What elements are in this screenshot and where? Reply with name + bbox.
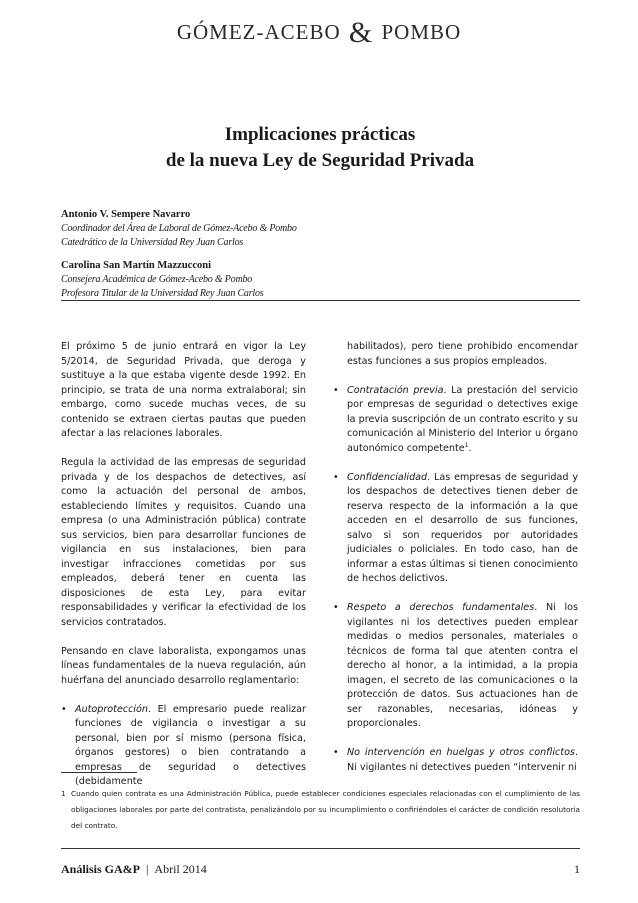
- logo-ampersand: &: [348, 16, 374, 49]
- bullet-marker: •: [61, 703, 67, 715]
- firm-logo: [0, 16, 638, 50]
- bullet-marker: •: [333, 471, 339, 483]
- author-block-1: [61, 208, 297, 250]
- logo-left-text: GÓMEZ-ACEBO: [176, 20, 341, 44]
- footnote-divider: [61, 772, 137, 773]
- list-item: [333, 601, 578, 732]
- paragraph: El próximo 5 de junio entrará en vigor la Ley 5/2014, de Seguridad Privada, que deroga y sustituye a la que estaba vigente desde 1992. En principio, se trata de una norma extralaboral; sin embargo, como sucede muchas veces, de su contenido se extraen ciertas pautas que pueden afectar a las relaciones laborales.: [61, 341, 306, 439]
- list-item-term: No intervención en huelgas y otros conflictos: [347, 747, 575, 758]
- left-column: [61, 340, 306, 804]
- right-column: [333, 340, 578, 790]
- list-item-text: . Ni los vigilantes ni los detectives pueden emplear medidas o medios personales, materiales o técnicos de forma tal que atenten contra el derecho al honor, a la intimidad, a la propia imagen, el secreto de las comunicaciones o la protección de datos. Sus actuaciones han de ser razonables, necesarias, idóneas y proporcionales.: [347, 602, 578, 729]
- paragraph: Pensando en clave laboralista, expongamos unas líneas fundamentales de la nueva regulación, aún huérfana del anunciado desarrollo reglamentario:: [61, 645, 306, 686]
- header-divider: [61, 300, 580, 301]
- list-item: [333, 746, 578, 775]
- list-item-text: . La prestación del servicio por empresas de seguridad o detectives exige la previa suscripción de un contrato escrito y su comunicación al Ministerio del Interior u órgano autonómico competente: [347, 384, 578, 454]
- list-item: [61, 703, 306, 790]
- page-footer: [61, 862, 580, 877]
- title-line-2: de la nueva Ley de Seguridad Privada: [165, 150, 475, 171]
- footer-divider: [61, 848, 580, 849]
- author-name: Antonio V. Sempere Navarro: [61, 209, 191, 220]
- author-affiliation: Catedrático de la Universidad Rey Juan Carlos: [61, 237, 244, 248]
- author-block-2: [61, 259, 263, 301]
- footnote-number: 1: [61, 789, 66, 798]
- bullet-marker: •: [333, 384, 339, 396]
- title-line-1: Implicaciones prácticas: [224, 124, 416, 145]
- bullet-list: [61, 703, 306, 790]
- publication-name: Análisis GA&P: [61, 862, 141, 876]
- footnote-reference[interactable]: 1: [464, 441, 469, 449]
- author-role: Consejera Académica de Gómez-Acebo & Pombo: [61, 274, 253, 285]
- page-number: 1: [574, 862, 580, 876]
- bullet-marker: •: [333, 602, 339, 613]
- list-item-term: Confidencialidad: [347, 471, 428, 483]
- list-item: [333, 471, 578, 587]
- list-item-text: . Las empresas de seguridad y los despachos de detectives tienen deber de reserva respecto de la información a la que acceden en el desarrollo de sus funciones, salvo si son requeridos por autoridades judiciales o policiales. En todo caso, han de informar a estas últimas si tienen conocimiento de hechos delictivos.: [347, 471, 578, 584]
- publication-date: Abril 2014: [154, 862, 207, 876]
- author-role: Coordinador del Área de Laboral de Gómez-Acebo & Pombo: [61, 223, 297, 234]
- author-name: Carolina San Martín Mazzucconi: [61, 260, 212, 271]
- list-item-text: . Ni vigilantes ni detectives pueden “intervenir ni: [347, 747, 578, 773]
- author-affiliation: Profesora Titular de la Universidad Rey Juan Carlos: [61, 288, 264, 299]
- list-item-continuation: [333, 340, 578, 369]
- footnote-text: Cuando quien contrata es una Administración Pública, puede establecer condiciones especiales relacionadas con el cumplimiento de las obligaciones laborales por parte del contratista, penalizándolo por su incumplimiento o confiriéndoles el carácter de condición resolutoria del contrato.: [71, 789, 580, 830]
- list-item-text: . El empresario puede realizar funciones de vigilancia o investigar a su personal, bien por sí mismo (persona física, órganos gestores) o bien contratando a empresas de seguridad o detectives (debidamente: [75, 703, 306, 787]
- logo-right-text: POMBO: [381, 20, 462, 44]
- list-item-text-end: .: [468, 442, 472, 454]
- paragraph: Regula la actividad de las empresas de seguridad privada y de los despachos de detectives, así como la actuación del personal de ambos, estableciendo límites y requisitos. Cuando una empresa (o una Administración pública) contrate sus servicios, bien para desarrollar funciones de vigilancia en sus instalaciones, bien para investigar infracciones cometidas por sus empleados, deberá tener en cuenta las disposiciones de esta Ley, para evitar responsabilidades y verificar la efectividad de los servicios contratados.: [61, 457, 306, 628]
- list-item-term: Contratación previa: [347, 384, 444, 396]
- list-item-text: habilitados), pero tiene prohibido encomendar estas funciones a sus propios empleados.: [347, 341, 578, 367]
- bullet-list: [333, 340, 578, 775]
- list-item-term: Autoprotección: [75, 703, 149, 715]
- list-item-term: Respeto a derechos fundamentales: [347, 602, 535, 613]
- list-item: [333, 384, 578, 457]
- footer-separator: |: [146, 862, 149, 876]
- footnote: [61, 786, 580, 834]
- document-title: [60, 122, 580, 174]
- bullet-marker: •: [333, 747, 339, 758]
